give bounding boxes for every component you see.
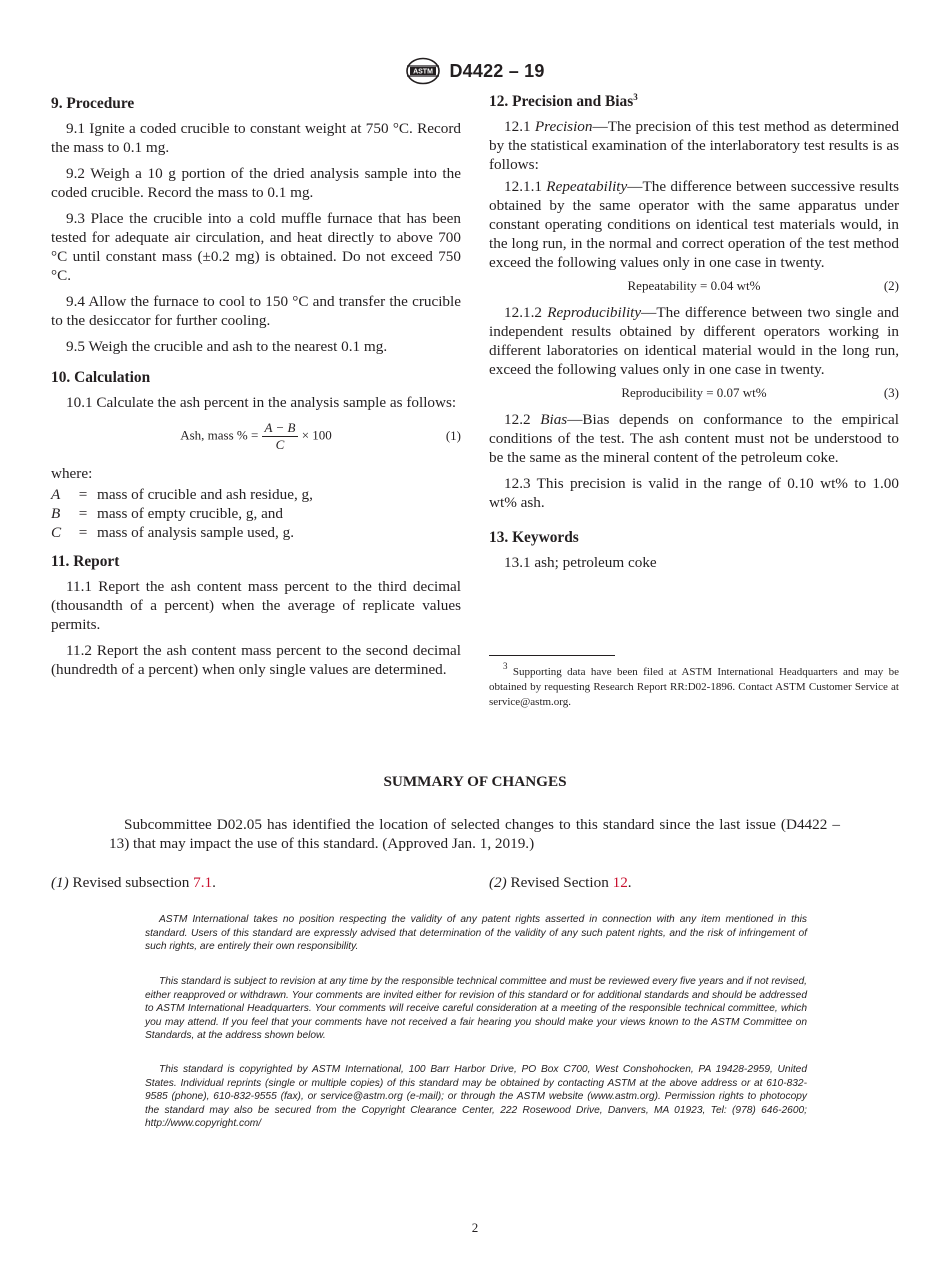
- link-subsection-7-1[interactable]: 7.1: [193, 874, 213, 891]
- para-9-4: 9.4 Allow the furnace to cool to 150 °C and transfer the crucible to the desiccator for further cooling.: [51, 293, 461, 329]
- para-12-2: 12.2 Bias—Bias depends on conformance to the empirical conditions of the test. The ash content must not be understood to be the same as the mineral content of the petroleum coke.: [489, 411, 900, 466]
- page-header: [0, 56, 950, 86]
- definition-symbol: C: [51, 524, 62, 541]
- para-11-1: 11.1 Report the ash content mass percent to the third decimal (thousandth of a percent) when the average of replicate values permits.: [51, 578, 461, 633]
- change-item-1: (1) Revised subsection 7.1.: [51, 874, 216, 891]
- variable-definitions: [51, 485, 461, 542]
- link-section-12[interactable]: 12: [612, 874, 628, 891]
- page-number: 2: [471, 1220, 479, 1235]
- notice-copyright: This standard is copyrighted by ASTM International, 100 Barr Harbor Drive, PO Box C700, West Conshohocken, PA 19428-2959, United States. Individual reprints (single or multiple copies) of this standard may be obtained by contacting ASTM at the above address or at 610-832-9585 (phone), 610-832-9555 (fax), or service@astm.org (e-mail); or through the ASTM website (www.astm.org). Permission rights to photocopy the standard may also be secured from the Copyright Clearance Center, 222 Rosewood Drive, Danvers, MA 01923, Tel: (978) 646-2600; http://www.copyright.com/: [145, 1064, 807, 1130]
- definition-text: mass of analysis sample used, g.: [97, 524, 294, 541]
- change-item-2: (2) Revised Section 12.: [489, 874, 632, 891]
- equation-2: Repeatability = 0.04 wt% (2): [627, 278, 899, 293]
- standard-designation: D4422 – 19: [449, 60, 545, 81]
- para-9-2: 9.2 Weigh a 10 g portion of the dried analysis sample into the coded crucible. Record the mass to 0.1 mg.: [51, 165, 461, 201]
- right-column: [489, 92, 899, 572]
- section-13-heading: 13. Keywords: [489, 529, 579, 546]
- definition-row: [51, 504, 461, 523]
- definition-row: [51, 523, 461, 542]
- astm-logo: [405, 57, 441, 85]
- definition-equals: =: [78, 505, 88, 522]
- definition-symbol: B: [51, 505, 61, 522]
- section-11-heading: 11. Report: [51, 553, 120, 570]
- section-10-heading: 10. Calculation: [51, 369, 151, 386]
- summary-title: SUMMARY OF CHANGES: [383, 773, 567, 790]
- notice-patent: ASTM International takes no position respecting the validity of any patent rights asserted in connection with any item mentioned in this standard. Users of this standard are expressly advised that determination of the validity of any such patent rights, and the risk of infringement of such rights, are entirely their own responsibility.: [145, 914, 807, 953]
- footnote-rule: [489, 655, 615, 656]
- section-12-heading: 12. Precision and Bias$^3$: [489, 92, 638, 110]
- left-column: [51, 94, 461, 679]
- footnote-3: $^3$ Supporting data have been filed at ASTM International Headquarters and may be obtained by requesting Research Report RR:D02-1896. Contact ASTM Customer Service at service@astm.org.: [489, 661, 899, 708]
- definition-row: [51, 485, 461, 504]
- svg-text:ASTM: ASTM: [413, 68, 434, 76]
- equation-1-body: Ash, mass % = $\frac{A - B}{C}$ × 100: [180, 419, 332, 452]
- para-12-1: 12.1 Precision—The precision of this test method as determined by the statistical examination of the interlaboratory test results is as follows:: [489, 118, 899, 173]
- definition-text: mass of crucible and ash residue, g,: [97, 486, 313, 503]
- summary-intro: Subcommittee D02.05 has identified the location of selected changes to this standard since the last issue (D4422 – 13) that may impact the use of this standard. (Approved Jan. 1, 2019.): [109, 816, 840, 852]
- definition-symbol: A: [51, 486, 61, 503]
- definition-equals: =: [78, 524, 88, 541]
- section-9-heading: 9. Procedure: [51, 95, 135, 112]
- para-10-1: 10.1 Calculate the ash percent in the analysis sample as follows:: [66, 394, 457, 411]
- para-12-3: 12.3 This precision is valid in the range of 0.10 wt% to 1.00 wt% ash.: [489, 475, 899, 511]
- para-12-1-1: 12.1.1 Repeatability—The difference between successive results obtained by the same operator with the same apparatus under constant operating conditions on identical test materials would, in the long run, in the normal and correct operation of the test method exceed the following values only in one case in twenty.: [489, 178, 900, 271]
- definition-text: mass of empty crucible, g, and: [97, 505, 283, 522]
- para-9-3: 9.3 Place the crucible into a cold muffle furnace that has been tested for adequate air circulation, and heat directly to above 700 °C until constant mass (±0.2 mg) is obtained. Do not exceed 750 °C.: [51, 210, 461, 284]
- para-9-1: 9.1 Ignite a coded crucible to constant weight at 750 °C. Record the mass to 0.1 mg.: [51, 120, 461, 156]
- equation-1: [51, 418, 461, 454]
- equation-1-number: (1): [445, 428, 461, 443]
- where-label: where:: [51, 465, 93, 482]
- equation-fraction: $\frac{A - B}{C}$: [262, 420, 299, 453]
- para-13-1: 13.1 ash; petroleum coke: [504, 554, 657, 571]
- para-12-1-2: 12.1.2 Reproducibility—The difference between two single and independent results obtained by different operators working in different laboratories on identical material would in the long run, exceed the following values only in one case in twenty.: [489, 304, 900, 378]
- definition-equals: =: [78, 486, 88, 503]
- para-9-5: 9.5 Weigh the crucible and ash to the nearest 0.1 mg.: [66, 338, 388, 355]
- equation-3: Reproducibility = 0.07 wt% (3): [621, 385, 899, 400]
- para-11-2: 11.2 Report the ash content mass percent to the second decimal (hundredth of a percent) when only single values are determined.: [51, 642, 461, 678]
- notice-revision: This standard is subject to revision at any time by the responsible technical committee and must be reviewed every five years and if not revised, either reapproved or withdrawn. Your comments are invited either for revision of this standard or for additional standards and should be addressed to ASTM International Headquarters. Your comments will receive careful consideration at a meeting of the responsible technical committee, which you may attend. If you feel that your comments have not received a fair hearing you should make your views known to the ASTM Committee on Standards, at the address shown below.: [145, 976, 807, 1042]
